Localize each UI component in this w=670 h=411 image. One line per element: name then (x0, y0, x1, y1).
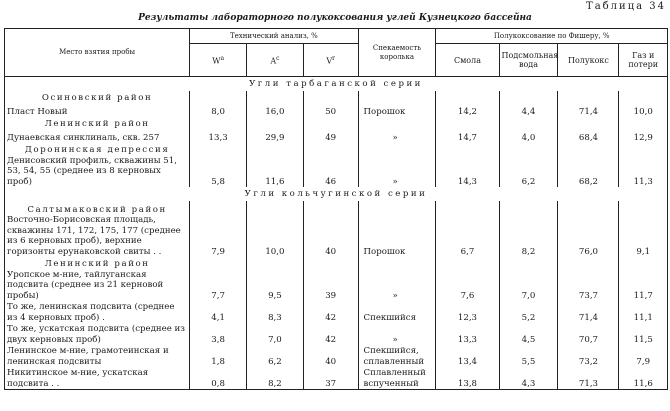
cell-water: 8,2 (499, 215, 558, 257)
table-row (5, 155, 668, 187)
section-title: Угли тарбаганской серии (5, 77, 668, 92)
cell-korolek: » (358, 323, 436, 345)
cell-a: 7,0 (247, 323, 304, 345)
cell-gas: 11,7 (619, 269, 668, 301)
cell-v: 40 (303, 215, 358, 257)
row-place: То же, ускатская подсвита (среднее из двух керновых проб) (5, 323, 190, 345)
cell-smola: 13,4 (436, 345, 499, 367)
cell-smola: 6,7 (436, 215, 499, 257)
row-place: Никитинское м-ние, ускатская подсвита . . (5, 367, 190, 390)
cell-v: 46 (303, 155, 358, 187)
cell-water: 5,2 (499, 301, 558, 323)
cell-water: 7,0 (499, 269, 558, 301)
region-label: Осиновский район (5, 91, 190, 103)
cell-korolek: Сплавленный вспученный (358, 367, 436, 390)
section-title: Угли кольчугинской серии (5, 187, 668, 201)
cell-korolek: Порошок (358, 215, 436, 257)
cell-polukoks: 68,2 (558, 155, 619, 187)
cell-w: 13,3 (190, 129, 247, 143)
cell-a: 29,9 (247, 129, 304, 143)
header-tech-analysis: Технический анализ, % (190, 29, 358, 44)
cell-polukoks: 71,4 (558, 103, 619, 117)
region-label: Ленинский район (5, 257, 190, 269)
table-row (5, 215, 668, 257)
cell-smola: 13,3 (436, 323, 499, 345)
table-row (5, 129, 668, 143)
header-smola: Смола (436, 44, 499, 77)
cell-smola: 14,7 (436, 129, 499, 143)
cell-polukoks: 71,3 (558, 367, 619, 390)
cell-korolek: Спекшийся (358, 301, 436, 323)
header-gas: Газ и потери (619, 44, 668, 77)
cell-a: 10,0 (247, 215, 304, 257)
region-label: Салтымаковский район (5, 201, 190, 215)
cell-gas: 12,9 (619, 129, 668, 143)
cell-smola: 14,2 (436, 103, 499, 117)
cell-v: 40 (303, 345, 358, 367)
cell-water: 5,5 (499, 345, 558, 367)
cell-a: 8,3 (247, 301, 304, 323)
cell-polukoks: 76,0 (558, 215, 619, 257)
table-row (5, 103, 668, 117)
cell-water: 4,0 (499, 129, 558, 143)
cell-polukoks: 70,7 (558, 323, 619, 345)
cell-a: 9,5 (247, 269, 304, 301)
cell-smola: 13,8 (436, 367, 499, 390)
cell-w: 7,9 (190, 215, 247, 257)
region-row (5, 201, 668, 215)
cell-v: 49 (303, 129, 358, 143)
table-row (5, 323, 668, 345)
cell-v: 39 (303, 269, 358, 301)
cell-korolek: » (358, 155, 436, 187)
cell-v: 37 (303, 367, 358, 390)
cell-gas: 11,5 (619, 323, 668, 345)
row-place: Дунаевская синклиналь, скв. 257 (5, 129, 190, 143)
cell-gas: 7,9 (619, 345, 668, 367)
header-fischer: Полукоксование по Фишеру, % (436, 29, 668, 44)
cell-w: 7,7 (190, 269, 247, 301)
cell-v: 42 (303, 301, 358, 323)
cell-water: 4,4 (499, 103, 558, 117)
region-row (5, 143, 668, 155)
cell-a: 8,2 (247, 367, 304, 390)
row-place: Уропское м-ние, тайлуганская подсвита (среднее из 21 керновой пробы) (5, 269, 190, 301)
cell-polukoks: 71,4 (558, 301, 619, 323)
cell-gas: 9,1 (619, 215, 668, 257)
table-number: Таблица 34 (586, 1, 666, 12)
cell-gas: 11,1 (619, 301, 668, 323)
cell-gas: 11,3 (619, 155, 668, 187)
header-place: Место взятия пробы (5, 29, 190, 77)
cell-w: 1,8 (190, 345, 247, 367)
cell-water: 4,3 (499, 367, 558, 390)
cell-smola: 12,3 (436, 301, 499, 323)
row-place: Денисовский профиль, скважины 51, 53, 54, 55 (среднее из 8 керновых проб) (5, 155, 190, 187)
header-v: $V^r$ (303, 44, 358, 77)
cell-a: 16,0 (247, 103, 304, 117)
cell-w: 3,8 (190, 323, 247, 345)
cell-smola: 7,6 (436, 269, 499, 301)
cell-w: 0,8 (190, 367, 247, 390)
cell-v: 50 (303, 103, 358, 117)
table-row (5, 269, 668, 301)
cell-korolek: Спекшийся, сплавленный (358, 345, 436, 367)
region-label: Доронинская депрессия (5, 143, 190, 155)
cell-v: 42 (303, 323, 358, 345)
table-title: Результаты лабораторного полукоксования углей Кузнецкого бассейна (138, 13, 532, 23)
cell-w: 4,1 (190, 301, 247, 323)
cell-korolek: Порошок (358, 103, 436, 117)
region-label: Ленинский район (5, 117, 190, 129)
header-water: Подсмольная вода (499, 44, 558, 77)
table-row (5, 345, 668, 367)
table-row (5, 367, 668, 390)
cell-water: 4,5 (499, 323, 558, 345)
row-place: Пласт Новый (5, 103, 190, 117)
header-korolek: Спекаемость королька (358, 29, 436, 77)
cell-gas: 11,6 (619, 367, 668, 390)
region-row (5, 257, 668, 269)
table-row (5, 301, 668, 323)
section-row (5, 77, 668, 92)
header-w: $W^a$ (190, 44, 247, 77)
cell-gas: 10,0 (619, 103, 668, 117)
cell-a: 6,2 (247, 345, 304, 367)
section-row (5, 187, 668, 201)
region-row (5, 117, 668, 129)
cell-korolek: » (358, 129, 436, 143)
header-polukoks: Полукокс (558, 44, 619, 77)
cell-smola: 14,3 (436, 155, 499, 187)
header-a: $A^c$ (247, 44, 304, 77)
cell-polukoks: 68,4 (558, 129, 619, 143)
row-place: Восточно-Борисовская площадь, скважины 171, 172, 175, 177 (среднее из 6 керновых проб), верхние горизонты ерунаковской свиты . . (5, 215, 190, 257)
cell-w: 8,0 (190, 103, 247, 117)
region-row (5, 91, 668, 103)
row-place: То же, ленинская подсвита (среднее из 4 керновых проб) . (5, 301, 190, 323)
row-place: Ленинское м-ние, грамотеинская и ленинская подсвиты (5, 345, 190, 367)
cell-w: 5,8 (190, 155, 247, 187)
cell-water: 6,2 (499, 155, 558, 187)
cell-polukoks: 73,7 (558, 269, 619, 301)
coal-semicoking-table (4, 28, 668, 390)
cell-a: 11,6 (247, 155, 304, 187)
cell-korolek: » (358, 269, 436, 301)
cell-polukoks: 73,2 (558, 345, 619, 367)
